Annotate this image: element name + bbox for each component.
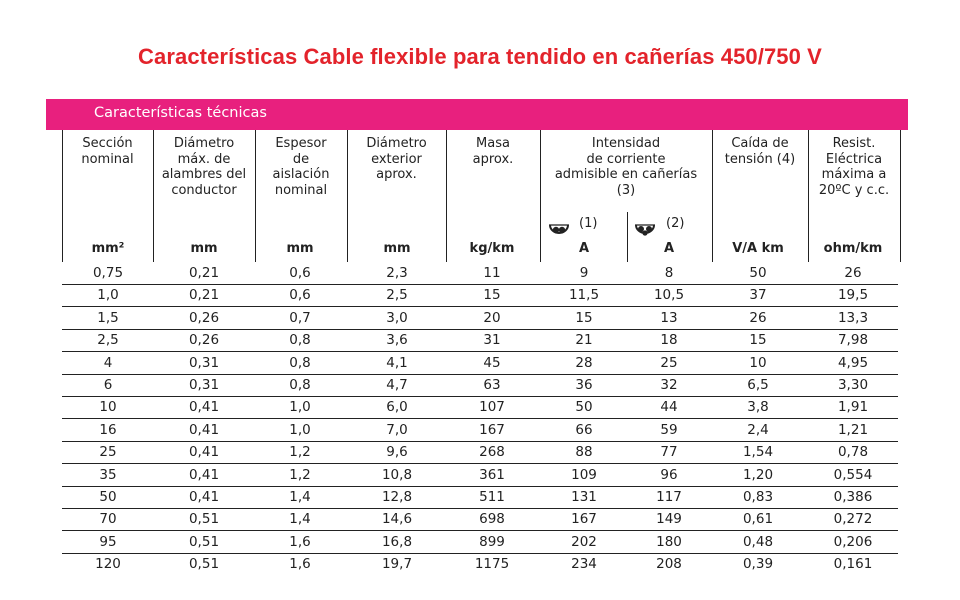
table-cell: 2,4 (747, 421, 769, 438)
table-cell: 1,21 (837, 421, 869, 438)
table-cell: 0,8 (289, 377, 311, 393)
table-cell: 4,1 (386, 354, 408, 371)
table-cell: 0,554 (833, 466, 873, 483)
header-divider (446, 130, 447, 262)
table-cell: 10,8 (381, 466, 413, 483)
table-cell: 50 (99, 489, 117, 505)
table-cell: 361 (479, 466, 505, 483)
table-cell: 0,78 (837, 444, 869, 461)
row-divider (62, 418, 898, 419)
table-cell: 96 (660, 466, 678, 483)
table-cell: 202 (571, 533, 597, 550)
table-cell: 11 (483, 265, 501, 281)
table-cell: 2,3 (386, 265, 408, 281)
table-cell: 31 (483, 332, 501, 349)
table-cell: 180 (656, 533, 682, 550)
header-divider (540, 130, 541, 262)
header-divider (153, 130, 154, 262)
sub-header-2: (2) (666, 216, 685, 231)
table-cell: 0,75 (92, 265, 124, 281)
table-cell: 26 (844, 265, 862, 281)
table-cell: 0,31 (188, 354, 220, 371)
table-cell: 899 (479, 533, 505, 550)
table-cell: 77 (660, 444, 678, 461)
table-cell: 95 (99, 533, 117, 550)
table-cell: 0,6 (289, 287, 311, 304)
table-cell: 117 (656, 489, 682, 505)
table-cell: 8 (664, 265, 674, 281)
table-cell: 0,8 (289, 354, 311, 371)
table-cell: 59 (660, 421, 678, 438)
table-cell: 208 (656, 556, 682, 573)
unit-label: kg/km (469, 241, 515, 256)
table-cell: 0,206 (833, 533, 873, 550)
table-cell: 107 (479, 399, 505, 416)
table-cell: 9,6 (386, 444, 408, 461)
table-cell: 1,2 (289, 444, 311, 461)
table-cell: 25 (660, 354, 678, 371)
table-cell: 20 (483, 309, 501, 326)
table-cell: 16 (99, 421, 117, 438)
table-cell: 3,0 (386, 309, 408, 326)
table-cell: 0,386 (833, 489, 873, 505)
section-header-band (46, 99, 908, 130)
table-cell: 120 (95, 556, 121, 573)
header-subdivider (627, 212, 628, 262)
table-cell: 50 (749, 265, 767, 281)
table-cell: 10 (749, 354, 767, 371)
table-cell: 0,272 (833, 511, 873, 528)
table-cell: 3,30 (837, 377, 869, 393)
three-conductor-icon (634, 219, 656, 237)
table-cell: 1,0 (289, 421, 311, 438)
table-cell: 7,0 (386, 421, 408, 438)
column-header: Intensidad de corriente admisible en cañerías (3) (554, 136, 698, 198)
column-header: Espesor de aislación nominal (272, 136, 330, 198)
unit-label: ohm/km (823, 241, 883, 256)
table-cell: 0,39 (742, 556, 774, 573)
table-cell: 1,91 (837, 399, 869, 416)
row-divider (62, 329, 898, 330)
table-cell: 21 (575, 332, 593, 349)
sub-header-1: (1) (579, 216, 598, 231)
table-cell: 0,51 (188, 511, 220, 528)
table-cell: 131 (571, 489, 597, 505)
column-header: Masa aprox. (472, 136, 514, 167)
table-cell: 1,6 (289, 556, 311, 573)
table-cell: 13 (660, 309, 678, 326)
table-cell: 70 (99, 511, 117, 528)
unit-label: V/A km (732, 241, 784, 256)
unit-label: A (578, 241, 590, 256)
row-divider (62, 441, 898, 442)
header-divider (712, 130, 713, 262)
table-cell: 698 (479, 511, 505, 528)
table-cell: 6,5 (747, 377, 769, 393)
table-cell: 1,0 (97, 287, 119, 304)
header-divider (900, 130, 901, 262)
table-cell: 35 (99, 466, 117, 483)
row-divider (62, 486, 898, 487)
table-cell: 167 (479, 421, 505, 438)
table-cell: 3,6 (386, 332, 408, 349)
table-cell: 44 (660, 399, 678, 416)
table-cell: 0,41 (188, 466, 220, 483)
table-cell: 0,41 (188, 399, 220, 416)
table-cell: 6 (103, 377, 113, 393)
table-cell: 268 (479, 444, 505, 461)
row-divider (62, 351, 898, 352)
table-cell: 0,21 (188, 265, 220, 281)
table-cell: 1,4 (289, 489, 311, 505)
column-header: Diámetro exterior aprox. (366, 136, 427, 182)
table-cell: 234 (571, 556, 597, 573)
table-cell: 12,8 (381, 489, 413, 505)
table-cell: 19,7 (381, 556, 413, 573)
table-cell: 88 (575, 444, 593, 461)
row-divider (62, 553, 898, 554)
header-divider (347, 130, 348, 262)
column-header: Resist. Eléctrica máxima a 20ºC y c.c. (818, 136, 890, 198)
table-cell: 66 (575, 421, 593, 438)
column-header: Sección nominal (81, 136, 134, 167)
table-cell: 0,7 (289, 309, 311, 326)
column-header: Diámetro máx. de alambres del conductor (161, 136, 247, 198)
table-cell: 1,54 (742, 444, 774, 461)
table-cell: 0,8 (289, 332, 311, 349)
table-cell: 0,26 (188, 309, 220, 326)
row-divider (62, 284, 898, 285)
table-cell: 2,5 (97, 332, 119, 349)
table-cell: 0,51 (188, 556, 220, 573)
table-cell: 1,2 (289, 466, 311, 483)
table-cell: 3,8 (747, 399, 769, 416)
table-cell: 45 (483, 354, 501, 371)
table-cell: 0,51 (188, 533, 220, 550)
table-cell: 15 (749, 332, 767, 349)
table-cell: 50 (575, 399, 593, 416)
table-cell: 36 (575, 377, 593, 393)
table-cell: 0,21 (188, 287, 220, 304)
table-cell: 9 (579, 265, 589, 281)
header-divider (62, 130, 63, 262)
table-cell: 0,48 (742, 533, 774, 550)
table-cell: 7,98 (837, 332, 869, 349)
table-cell: 0,6 (289, 265, 311, 281)
table-cell: 1,4 (289, 511, 311, 528)
table-cell: 63 (483, 377, 501, 393)
table-cell: 18 (660, 332, 678, 349)
unit-label: A (663, 241, 675, 256)
table-cell: 0,31 (188, 377, 220, 393)
table-cell: 32 (660, 377, 678, 393)
table-cell: 1,20 (742, 466, 774, 483)
column-header: Caída de tensión (4) (724, 136, 796, 167)
header-divider (808, 130, 809, 262)
table-cell: 2,5 (386, 287, 408, 304)
two-conductor-icon (548, 219, 570, 237)
table-cell: 0,61 (742, 511, 774, 528)
table-cell: 26 (749, 309, 767, 326)
page-title: Características Cable flexible para tendido en cañerías 450/750 V (138, 44, 822, 69)
table-cell: 13,3 (837, 309, 869, 326)
table-cell: 109 (571, 466, 597, 483)
unit-label: mm (286, 241, 314, 256)
row-divider (62, 306, 898, 307)
table-cell: 10 (99, 399, 117, 416)
table-cell: 0,26 (188, 332, 220, 349)
table-cell: 19,5 (837, 287, 869, 304)
row-divider (62, 530, 898, 531)
table-cell: 0,41 (188, 421, 220, 438)
unit-label: mm (383, 241, 411, 256)
row-divider (62, 463, 898, 464)
table-cell: 4 (103, 354, 113, 371)
table-cell: 1,6 (289, 533, 311, 550)
table-cell: 0,41 (188, 444, 220, 461)
unit-label: mm (190, 241, 218, 256)
table-cell: 15 (575, 309, 593, 326)
row-divider (62, 396, 898, 397)
table-cell: 25 (99, 444, 117, 461)
table-cell: 511 (479, 489, 505, 505)
table-cell: 37 (749, 287, 767, 304)
table-cell: 1175 (474, 556, 510, 573)
table-cell: 4,7 (386, 377, 408, 393)
table-cell: 16,8 (381, 533, 413, 550)
table-cell: 1,0 (289, 399, 311, 416)
section-label: Características técnicas (94, 105, 267, 121)
table-cell: 0,41 (188, 489, 220, 505)
table-cell: 28 (575, 354, 593, 371)
table-cell: 11,5 (568, 287, 600, 304)
table-cell: 10,5 (653, 287, 685, 304)
row-divider (62, 508, 898, 509)
table-cell: 4,95 (837, 354, 869, 371)
header-divider (255, 130, 256, 262)
table-cell: 0,83 (742, 489, 774, 505)
unit-label: mm² (91, 241, 125, 256)
table-cell: 149 (656, 511, 682, 528)
table-cell: 1,5 (97, 309, 119, 326)
table-cell: 0,161 (833, 556, 873, 573)
table-cell: 14,6 (381, 511, 413, 528)
table-cell: 6,0 (386, 399, 408, 416)
table-cell: 15 (483, 287, 501, 304)
table-cell: 167 (571, 511, 597, 528)
row-divider (62, 374, 898, 375)
